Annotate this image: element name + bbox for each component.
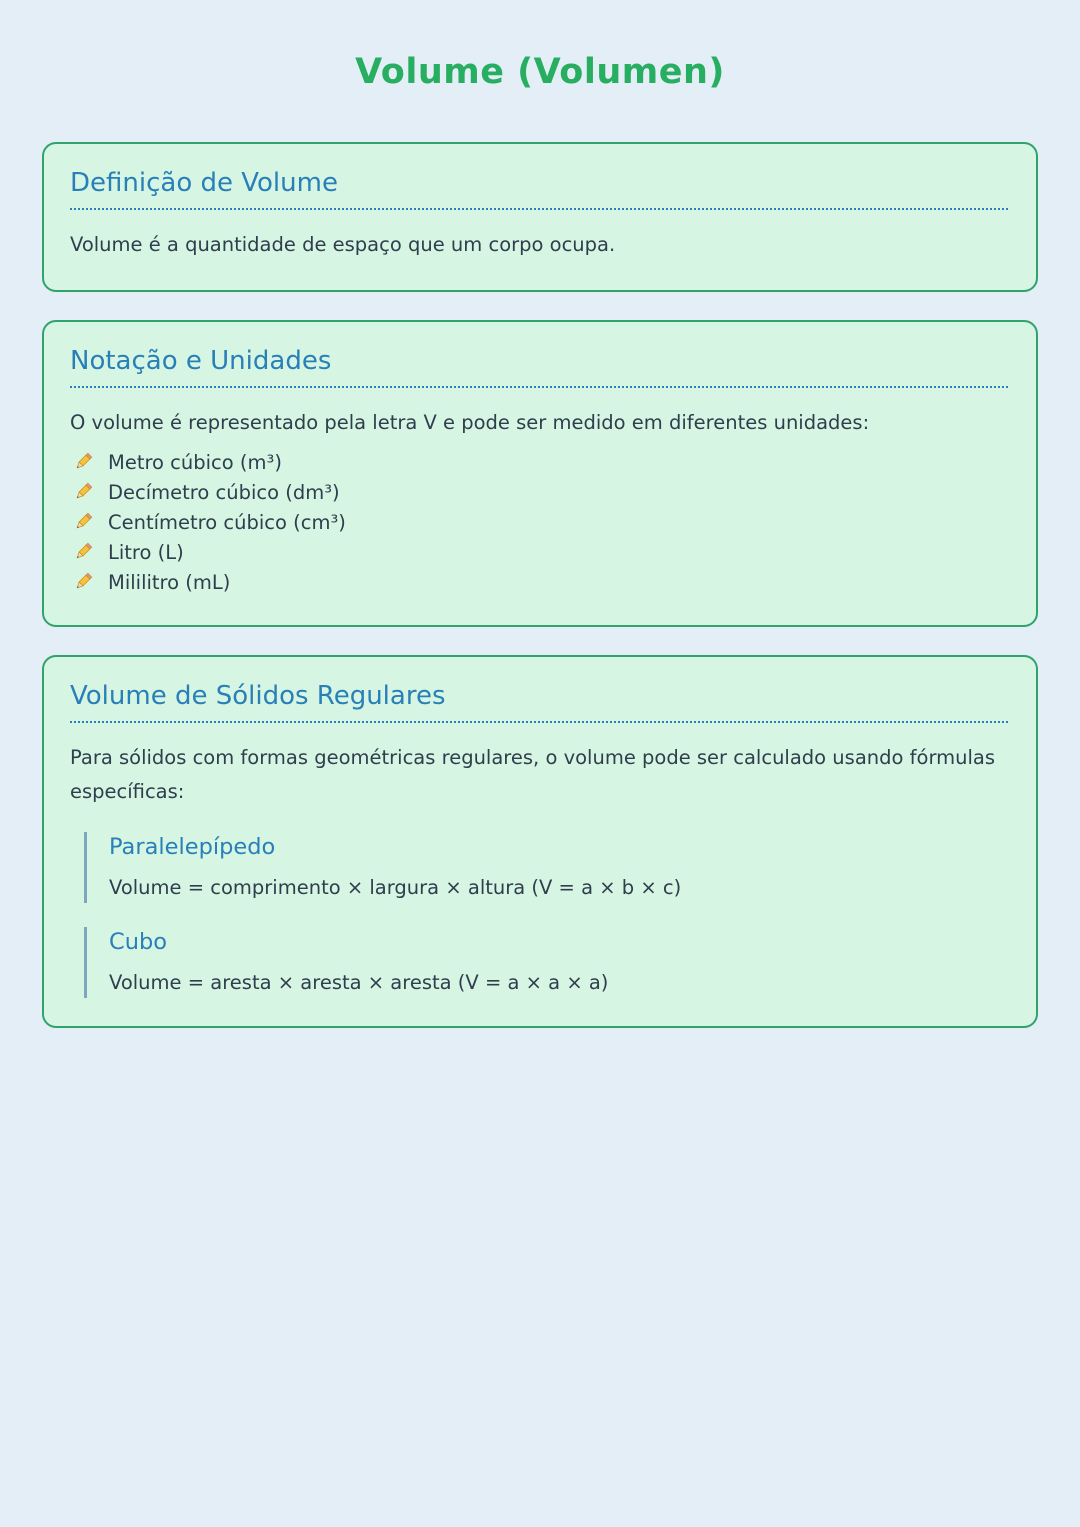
unit-label: Decímetro cúbico (dm³) <box>108 480 340 504</box>
section-intro: O volume é representado pela letra V e pode ser medido em diferentes unidades: <box>70 410 870 434</box>
unit-label: Mililitro (mL) <box>108 570 231 594</box>
pencil-icon <box>72 451 94 473</box>
section-body: Volume é a quantidade de espaço que um corpo ocupa. <box>70 233 616 256</box>
list-item <box>72 567 1008 597</box>
unit-list <box>70 447 1008 597</box>
section-solidos-regulares <box>42 655 1038 1028</box>
section-heading: Definição de Volume <box>70 168 1008 210</box>
formula-text: Volume = aresta × aresta × aresta (V = a × a × a) <box>109 971 609 995</box>
unit-label: Centímetro cúbico (cm³) <box>108 510 346 534</box>
pencil-icon <box>72 541 94 563</box>
section-heading: Notação e Unidades <box>70 346 1008 388</box>
pencil-icon <box>72 481 94 503</box>
page-title: Volume (Volumen) <box>355 52 725 92</box>
section-intro: Para sólidos com formas geométricas regulares, o volume pode ser calculado usando fórmulas específicas: <box>70 746 995 803</box>
list-item <box>72 507 1008 537</box>
list-item <box>72 477 1008 507</box>
unit-label: Litro (L) <box>108 540 184 564</box>
list-item <box>72 537 1008 567</box>
subsection-title: Cubo <box>109 929 168 956</box>
pencil-icon <box>72 511 94 533</box>
section-notacao-unidades <box>42 320 1038 628</box>
list-item <box>72 447 1008 477</box>
section-heading: Volume de Sólidos Regulares <box>70 681 1008 723</box>
subsection-cubo <box>84 927 1008 998</box>
subsection-title: Paralelepípedo <box>109 834 276 861</box>
pencil-icon <box>72 571 94 593</box>
unit-label: Metro cúbico (m³) <box>108 450 282 474</box>
subsection-paralelepipedo <box>84 832 1008 903</box>
formula-text: Volume = comprimento × largura × altura (V = a × b × c) <box>109 876 682 900</box>
section-definicao-volume <box>42 142 1038 292</box>
